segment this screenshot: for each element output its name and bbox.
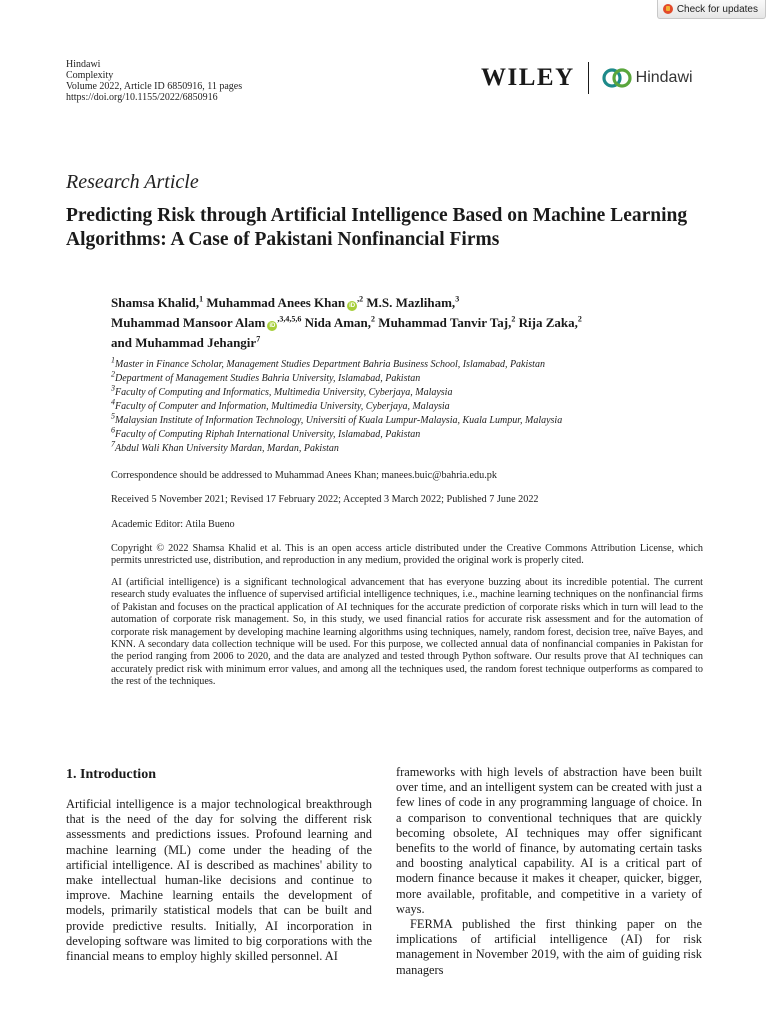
orcid-icon[interactable]: iD <box>349 303 356 309</box>
article-type: Research Article <box>66 171 199 193</box>
affiliation: $^5$Malaysian Institute of Information Technology, Universiti of Kuala Lumpur-Malaysia, Kuala Lumpur, Malaysia <box>111 411 563 426</box>
publisher-logos <box>481 62 693 94</box>
journal-name: Complexity <box>66 70 114 81</box>
hindawi-logo-text: Hindawi <box>635 69 693 86</box>
author: Nida Aman,$^2$ <box>304 314 376 330</box>
academic-editor: Academic Editor: Atila Bueno <box>111 519 235 530</box>
doi-link[interactable]: https://doi.org/10.1155/2022/6850916 <box>66 92 218 103</box>
correspondence-email-link[interactable]: manees.buic@bahria.edu.pk <box>381 470 497 481</box>
volume-line: Volume 2022, Article ID 6850916, 11 pages <box>66 81 243 92</box>
author: Muhammad Tanvir Taj,$^2$ <box>378 314 516 330</box>
author-list <box>111 293 711 353</box>
affiliation: $^6$Faculty of Computing Riphah International University, Islamabad, Pakistan <box>111 425 421 440</box>
article-title: Predicting Risk through Artificial Intelligence Based on Machine Learning Algorithms: A Case of Pakistani Nonfinancial Firms <box>66 205 688 250</box>
paragraph: FERMA published the first thinking paper on the implications of artificial intelligence (AI) for risk management in November 2019, with the aim of guiding risk managers <box>396 917 702 977</box>
author: Muhammad Mansoor Alam $iD^{,3,4,5,6}$ <box>111 314 302 330</box>
hindawi-logo-icon <box>602 67 632 89</box>
author: Muhammad Anees Khan $iD^{,2}$ <box>206 294 364 310</box>
update-icon <box>663 4 673 14</box>
author: Rija Zaka,$^2$ <box>518 314 582 330</box>
affiliation: $^4$Faculty of Computer and Information, Multimedia University, Cyberjaya, Malaysia <box>111 397 450 412</box>
check-for-updates-label: Check for updates <box>676 3 758 15</box>
author: and Muhammad Jehangir$^7$ <box>111 334 261 350</box>
affiliation: $^3$Faculty of Computing and Informatics, Multimedia University, Cyberjaya, Malaysia <box>111 383 453 398</box>
check-for-updates-button[interactable] <box>657 0 766 19</box>
publication-dates: Received 5 November 2021; Revised 17 February 2022; Accepted 3 March 2022; Published 7 June 2022 <box>111 494 539 505</box>
body-column-right <box>396 765 702 978</box>
orcid-icon[interactable]: iD <box>269 323 276 329</box>
paragraph: frameworks with high levels of abstraction have been built over time, and an intelligent system can be created with just a few lines of code in any programming language of choice. In a comparison to conventional techniques that are quickly becoming obsolete, AI techniques may offer significant benefits to the world of finance, by automating certain tasks and boosting analytical capability. AI is a critical part of modern finance because it makes it cheaper, quicker, bigger, more available, profitable, and competitive in a variety of ways. <box>396 765 702 916</box>
wiley-logo: WILEY <box>481 64 575 91</box>
publisher-name: Hindawi <box>66 59 101 70</box>
body-column-left <box>66 797 372 964</box>
journal-info <box>66 59 242 103</box>
author: Shamsa Khalid,$^1$ <box>111 294 204 310</box>
affiliation-list <box>111 355 731 456</box>
affiliation: $^1$Master in Finance Scholar, Management Studies Department Bahria Business School, Islamabad, Pakistan <box>111 355 545 370</box>
abstract: AI (artificial intelligence) is a significant technological advancement that has everyone buzzing about its incredible potential. The current research study evaluates the influence of supervised artificial intelligence techniques, i.e., machine learning techniques on the nonfinancial firms of Pakistan and focuses on the practical application of AI techniques for the accurate prediction of corporate risks which in turn will lead to the automation of corporate risk management. So, in this study, we used financial ratios for accurate risk assessment and for the automation of corporate risk management by developing machine learning algorithms using techniques, namely, random forest, decision tree, naïve Bayes, and KNN. A secondary data collection technique will be used. For this purpose, we collected annual data of nonfinancial companies in Pakistan for the period ranging from 2006 to 2020, and the data are analyzed and tested through Python software. Our results prove that AI techniques can accurately predict risk with minimum error values, and among all the techniques used, the random forest technique outperforms as compared to the rest of the techniques. <box>111 577 703 688</box>
paragraph: Artificial intelligence is a major technological breakthrough that is the need of the day for solving the different risk assessments and predictions issues. Profound learning and machine learning (ML) come under the heading of the artificial intelligence. AI is described as machines' ability to make intellectual human-like decisions and continue to improve. Machine learning entails the development of models, primarily statistical models that can be built and provide predictive results. Initially, AI incorporation in developing software was limited to big corporations with the financial means to employ highly skilled personnel. AI <box>66 797 372 964</box>
affiliation: $^2$Department of Management Studies Bahria University, Islamabad, Pakistan <box>111 369 421 384</box>
correspondence: Correspondence should be addressed to Muhammad Anees Khan; manees.buic@bahria.edu.pk <box>111 470 497 481</box>
affiliation: $^7$Abdul Wali Khan University Mardan, Mardan, Pakistan <box>111 439 339 454</box>
author: M.S. Mazliham,$^3$ <box>366 294 460 310</box>
logo-divider <box>588 62 589 94</box>
section-heading: 1. Introduction <box>66 767 156 782</box>
copyright-notice: Copyright © 2022 Shamsa Khalid et al. This is an open access article distributed under the Creative Commons Attribution License, which permits unrestricted use, distribution, and reproduction in any medium, provided the original work is properly cited. <box>111 543 703 567</box>
